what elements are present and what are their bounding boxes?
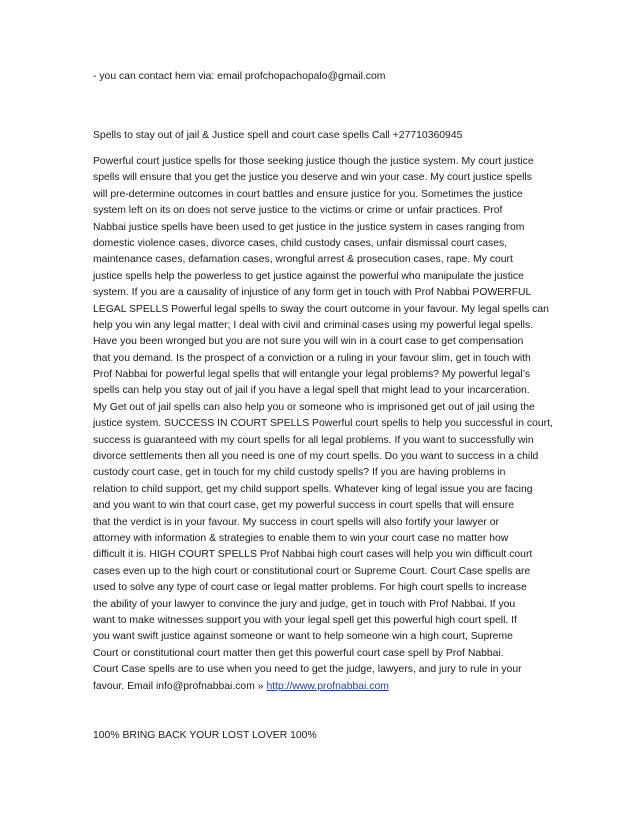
body-line: the ability of your lawyer to convince the jury and judge, get in touch with Prof Nabbai. If you (93, 598, 516, 610)
email-text: favour. Email info@profnabbai.com » (93, 680, 267, 692)
heading-text: Spells to stay out of jail & Justice spell and court case spells Call +27710360945 (93, 130, 463, 141)
body-line: system left on its on does not serve justice to the victims or crime or unfair practices. Prof (93, 205, 503, 217)
body-paragraph (93, 154, 553, 695)
section-heading (93, 128, 553, 144)
body-line: domestic violence cases, divorce cases, child custody cases, unfair dismissal court cases, (93, 237, 508, 249)
body-line: My Get out of jail spells can also help you or someone who is imprisoned get out of jail using the (93, 401, 535, 413)
body-line: attorney with information & strategies to enable them to win your court case no matter how (93, 532, 509, 544)
body-line: divorce settlements then all you need is one of my court spells. Do you want to success in a child (93, 451, 539, 463)
body-last-line (93, 679, 553, 695)
body-line: custody court case, get in touch for my child custody spells? If you are having problems in (93, 467, 506, 479)
body-line: LEGAL SPELLS Powerful legal spells to sway the court outcome in your favour. My legal spells can (93, 303, 549, 315)
body-line: will pre-determine outcomes in court battles and ensure justice for you. Sometimes the justice (93, 188, 523, 200)
body-line: want to make witnesses support you with your legal spell get this powerful high court spell. If (93, 614, 517, 626)
body-line: relation to child support, get my child support spells. Whatever king of legal issue you are facing (93, 483, 533, 495)
body-line: difficult it is. HIGH COURT SPELLS Prof Nabbai high court cases will help you win difficult court (93, 549, 533, 561)
body-line: success is guaranteed with my court spells for all legal problems. If you want to successfully win (93, 434, 534, 446)
contact-line (93, 69, 553, 85)
website-link[interactable]: http://www.profnabbai.com (266, 680, 389, 692)
closing-line (93, 728, 553, 744)
body-line: help you win any legal matter; I deal with civil and criminal cases using my powerful legal spells. (93, 319, 534, 331)
closing-text: 100% BRING BACK YOUR LOST LOVER 100% (93, 730, 317, 741)
contact-text: - you can contact hem via: email profchopachopalo@gmail.com (93, 71, 386, 82)
body-line: maintenance cases, defamation cases, wrongful arrest & prosecution cases, rape. My court (93, 254, 513, 266)
body-line: you want swift justice against someone or want to help someone win a high court, Supreme (93, 631, 513, 643)
body-line: Have you been wronged but you are not sure you will win in a court case to get compensation (93, 336, 524, 348)
body-line: Court or constitutional court matter then get this powerful court case spell by Prof Nabbai. (93, 647, 504, 659)
body-line: Court Case spells are to use when you need to get the judge, lawyers, and jury to rule in your (93, 664, 522, 676)
body-line: that you demand. Is the prospect of a conviction or a ruling in your favour slim, get in touch with (93, 352, 531, 364)
body-line: Prof Nabbai for powerful legal spells that will entangle your legal problems? My powerful legal’s (93, 369, 531, 381)
body-line: Nabbai justice spells have been used to get justice in the justice system in cases ranging from (93, 221, 525, 233)
body-line: and you want to win that court case, get my powerful success in court spells that will ensure (93, 500, 515, 512)
body-line: used to solve any type of court case or legal matter problems. For high court spells to increase (93, 582, 527, 594)
body-line: system. If you are a causality of injustice of any form get in touch with Prof Nabbai POWERFUL (93, 287, 532, 299)
body-line: that the verdict is in your favour. My success in court spells will also fortify your lawyer or (93, 516, 499, 528)
body-line: justice spells help the powerless to get justice against the powerful who manipulate the justice (93, 270, 524, 282)
body-line: cases even up to the high court or constitutional court or Supreme Court. Court Case spells are (93, 565, 531, 577)
body-line: spells will ensure that you get the justice you deserve and win your case. My court justice spells (93, 172, 532, 184)
body-line: spells can help you stay out of jail if you have a legal spell that might lead to your incarceration. (93, 385, 530, 397)
body-line: Powerful court justice spells for those seeking justice though the justice system. My court justice (93, 156, 534, 167)
body-line: justice system. SUCCESS IN COURT SPELLS Powerful court spells to help you successful in court, (93, 418, 553, 430)
